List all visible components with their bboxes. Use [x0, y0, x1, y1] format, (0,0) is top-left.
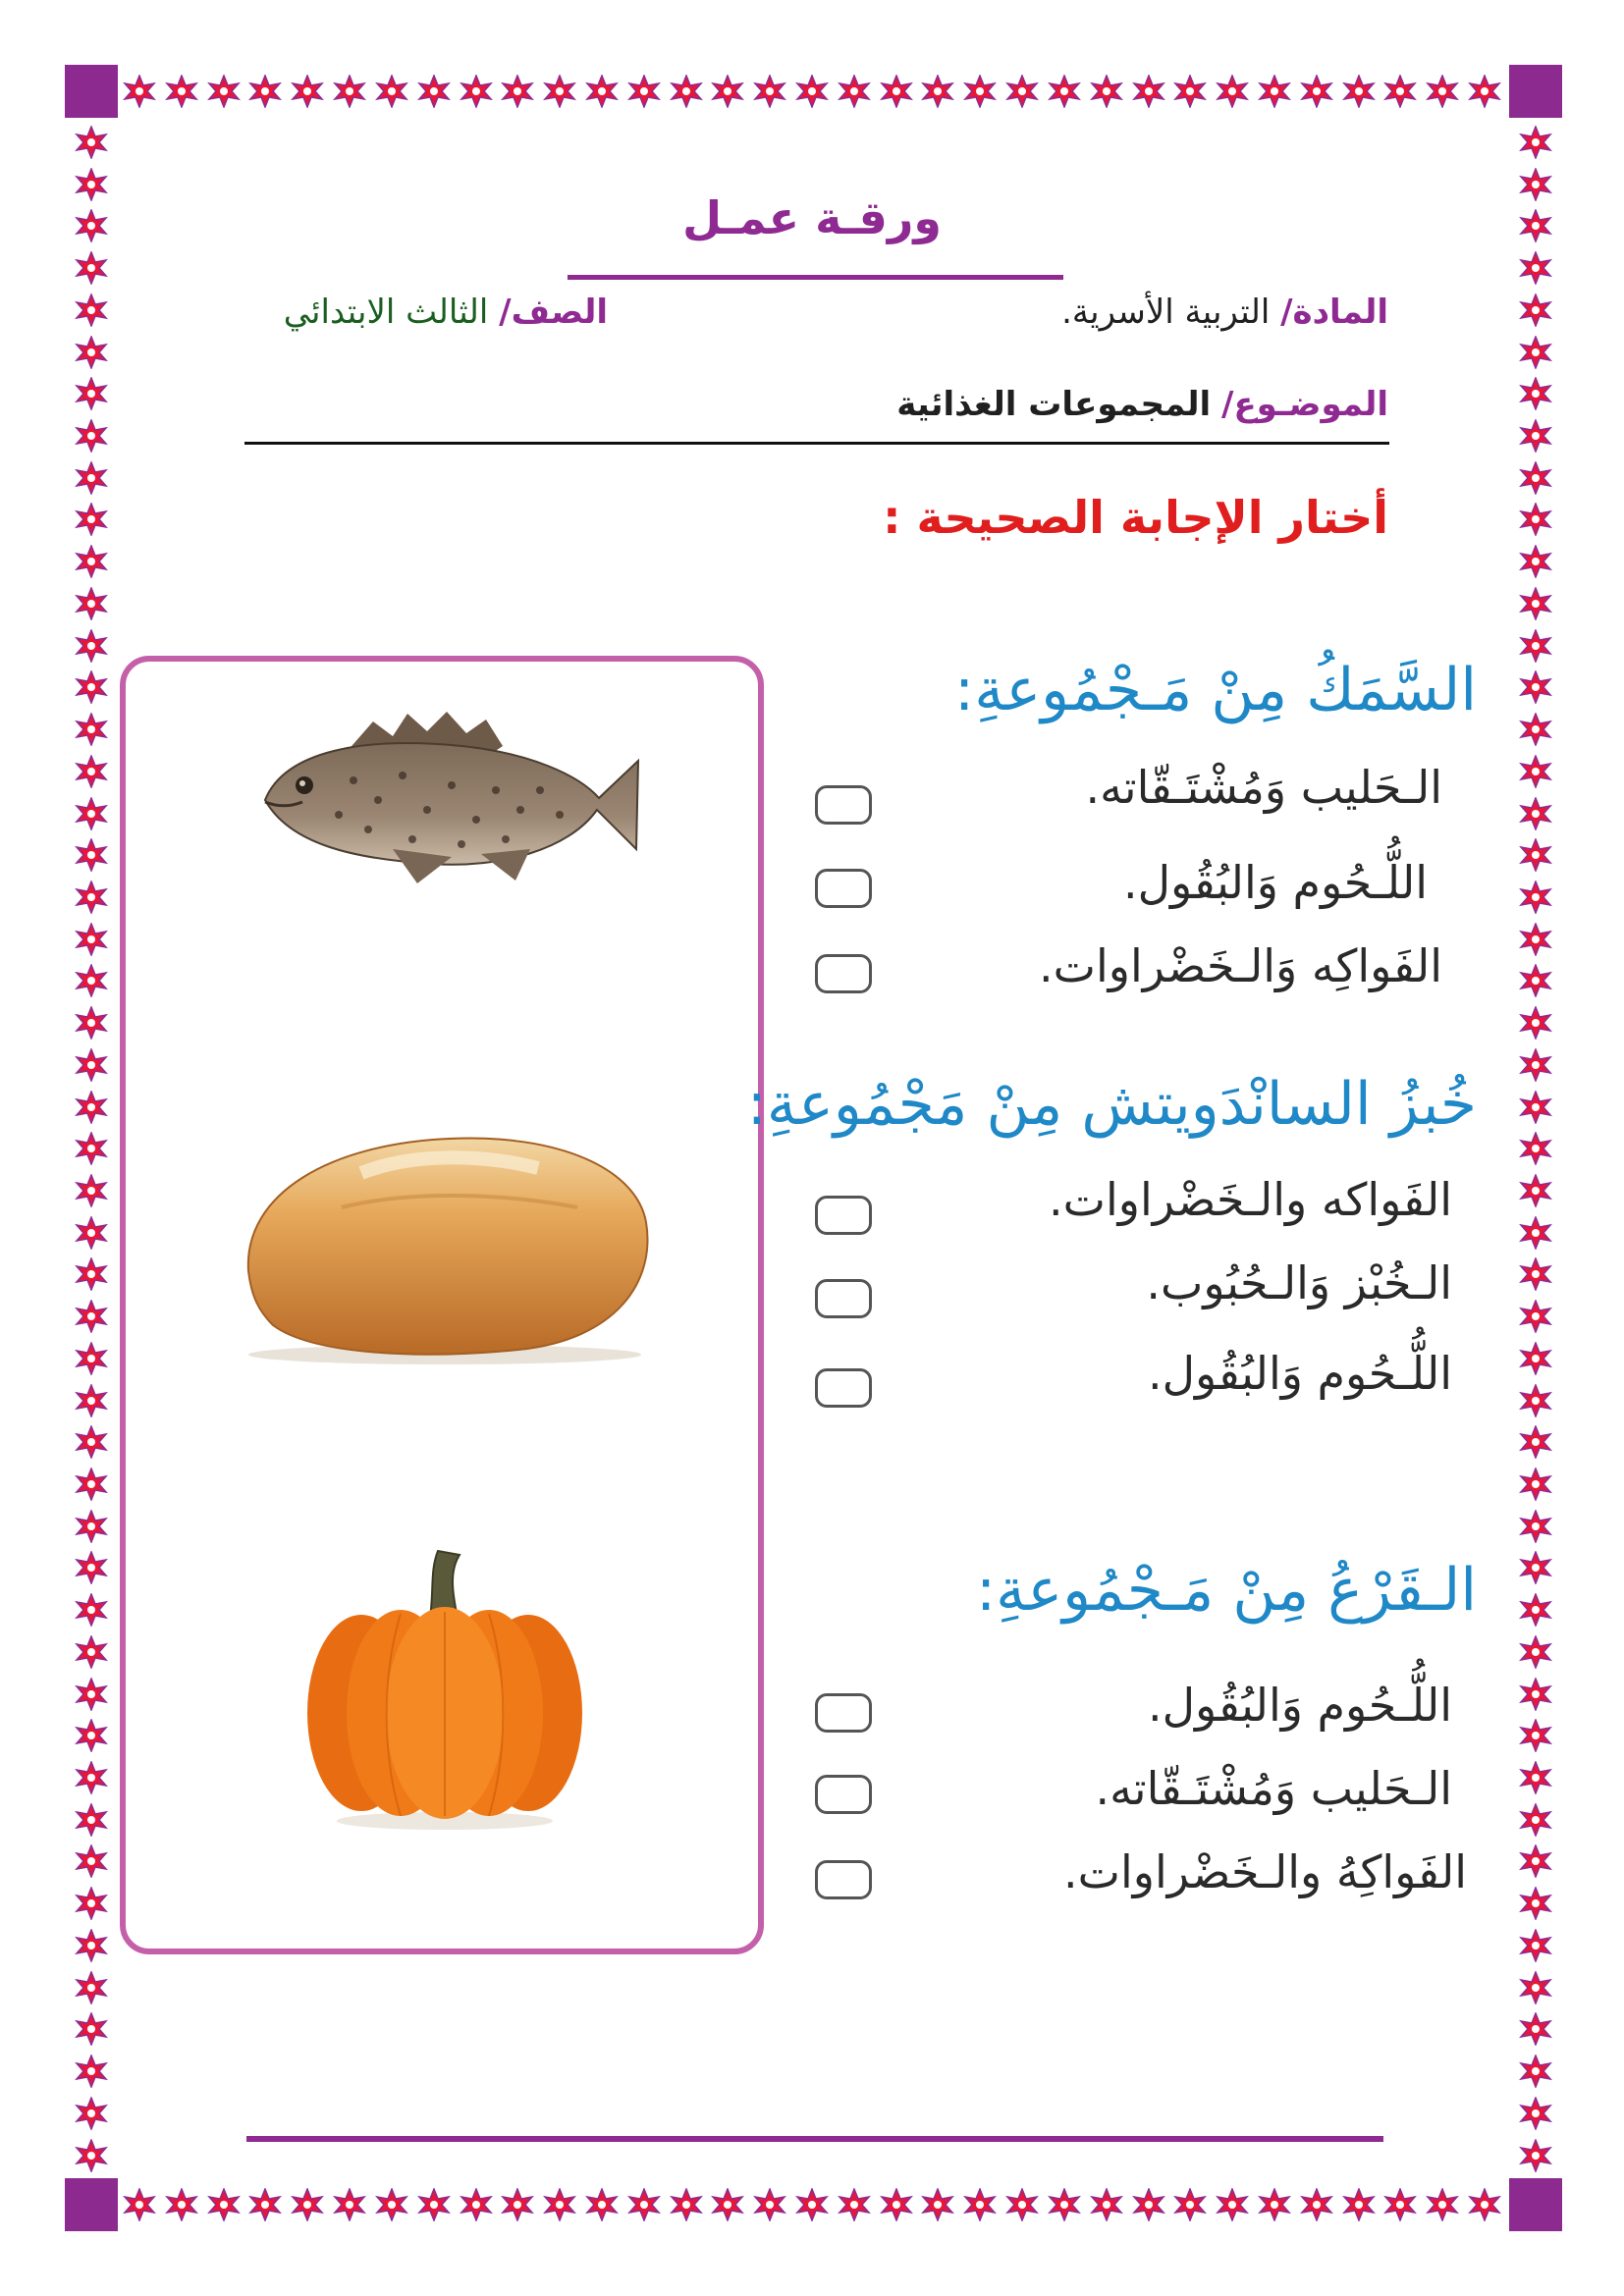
star-icon — [417, 75, 451, 108]
star-icon — [375, 75, 408, 108]
star-border-right — [1519, 126, 1552, 2172]
star-icon — [75, 126, 108, 159]
question-2-option-2-checkbox[interactable] — [815, 1279, 872, 1318]
question-1-option-1: الـحَليب وَمُشْتَـقّاته. — [1085, 761, 1442, 814]
subject-label: المادة/ — [1280, 293, 1388, 332]
star-icon — [1519, 2055, 1552, 2088]
question-1-option-3: الفَواكِه وَالـخَضْراوات. — [1039, 939, 1442, 992]
star-icon — [670, 75, 703, 108]
star-icon — [333, 75, 366, 108]
bread-image — [224, 1114, 666, 1369]
star-icon — [75, 629, 108, 663]
grade-line — [284, 293, 608, 332]
subject-value: التربية الأسرية. — [1061, 293, 1271, 332]
star-border-left — [75, 126, 108, 2172]
star-icon — [1519, 1887, 1552, 1920]
star-icon — [1005, 75, 1039, 108]
question-1-option-2: اللُّـحُوم وَالبُقُول. — [1122, 856, 1428, 909]
star-icon — [1519, 1342, 1552, 1375]
star-icon — [75, 1132, 108, 1165]
star-icon — [165, 2188, 198, 2221]
star-icon — [1519, 1971, 1552, 2004]
star-icon — [1426, 75, 1459, 108]
star-icon — [1300, 2188, 1333, 2221]
star-icon — [75, 1091, 108, 1124]
star-icon — [75, 2139, 108, 2172]
star-icon — [75, 251, 108, 285]
star-icon — [1519, 1468, 1552, 1501]
star-icon — [1426, 2188, 1459, 2221]
question-3-option-2: الـحَليب وَمُشْتَـقّاته. — [1095, 1762, 1452, 1815]
star-icon — [1519, 2012, 1552, 2046]
star-icon — [75, 1384, 108, 1417]
question-1-prompt: السَّمَكُ مِنْ مَـجْمُوعةِ: — [953, 656, 1477, 724]
star-icon — [1519, 1174, 1552, 1207]
star-icon — [75, 587, 108, 620]
star-icon — [248, 2188, 282, 2221]
star-icon — [1383, 75, 1417, 108]
star-icon — [1519, 713, 1552, 746]
star-icon — [75, 1216, 108, 1250]
star-icon — [795, 75, 829, 108]
topic-value: المجموعات الغذائية — [896, 385, 1212, 424]
worksheet-title: ورقـة عمـل — [682, 191, 942, 244]
star-icon — [1519, 1384, 1552, 1417]
star-icon — [417, 2188, 451, 2221]
star-icon — [75, 1593, 108, 1627]
star-icon — [460, 75, 493, 108]
star-icon — [291, 75, 324, 108]
star-icon — [1519, 1844, 1552, 1878]
star-icon — [75, 1929, 108, 1962]
star-icon — [880, 75, 913, 108]
star-icon — [880, 2188, 913, 2221]
question-3-option-1-checkbox[interactable] — [815, 1693, 872, 1733]
star-icon — [1519, 1510, 1552, 1543]
star-icon — [1216, 2188, 1249, 2221]
star-icon — [123, 2188, 156, 2221]
star-icon — [1519, 545, 1552, 578]
star-icon — [248, 75, 282, 108]
star-icon — [1005, 2188, 1039, 2221]
star-icon — [1519, 1593, 1552, 1627]
star-icon — [75, 1257, 108, 1291]
star-icon — [1468, 2188, 1501, 2221]
star-icon — [1048, 2188, 1081, 2221]
star-icon — [753, 2188, 786, 2221]
star-icon — [333, 2188, 366, 2221]
star-icon — [1342, 2188, 1376, 2221]
star-icon — [75, 1761, 108, 1794]
star-icon — [1519, 377, 1552, 410]
border-corner-top-left — [65, 65, 118, 118]
question-2-prompt: خُبزُ السانْدَويتش مِنْ مَجْمُوعةِ: — [746, 1070, 1477, 1139]
star-icon — [1300, 75, 1333, 108]
question-1-option-3-checkbox[interactable] — [815, 954, 872, 993]
star-icon — [1519, 2097, 1552, 2130]
star-icon — [75, 1300, 108, 1333]
star-icon — [1090, 2188, 1123, 2221]
star-icon — [501, 2188, 534, 2221]
star-icon — [75, 1510, 108, 1543]
star-icon — [1519, 755, 1552, 788]
star-icon — [963, 2188, 997, 2221]
star-icon — [75, 2055, 108, 2088]
star-icon — [838, 2188, 871, 2221]
star-icon — [75, 1174, 108, 1207]
star-icon — [1519, 1761, 1552, 1794]
border-corner-bottom-right — [1509, 2178, 1562, 2231]
star-icon — [1519, 1803, 1552, 1837]
star-icon — [585, 75, 619, 108]
star-icon — [1132, 2188, 1165, 2221]
star-icon — [1090, 75, 1123, 108]
question-2-option-3-checkbox[interactable] — [815, 1368, 872, 1408]
grade-label: الصف/ — [499, 293, 608, 332]
star-icon — [75, 545, 108, 578]
instruction-text: أختار الإجابة الصحيحة : — [883, 491, 1388, 544]
star-icon — [75, 1635, 108, 1669]
star-icon — [1519, 1635, 1552, 1669]
star-icon — [75, 503, 108, 536]
grade-value: الثالث الابتدائي — [283, 293, 489, 332]
star-icon — [1519, 419, 1552, 453]
star-icon — [1468, 75, 1501, 108]
star-icon — [75, 964, 108, 997]
star-icon — [75, 1048, 108, 1082]
star-icon — [963, 75, 997, 108]
star-icon — [1519, 1300, 1552, 1333]
question-1-option-2-checkbox[interactable] — [815, 869, 872, 908]
topic-underline — [244, 442, 1389, 445]
star-icon — [460, 2188, 493, 2221]
star-icon — [1519, 336, 1552, 369]
star-icon — [75, 1803, 108, 1837]
star-icon — [1519, 1006, 1552, 1040]
star-icon — [1519, 1929, 1552, 1962]
star-icon — [75, 336, 108, 369]
question-2-option-3: اللُّـحُوم وَالبُقُول. — [1147, 1347, 1452, 1400]
star-icon — [75, 838, 108, 872]
title-underline — [568, 275, 1063, 280]
star-icon — [75, 881, 108, 914]
star-icon — [1519, 503, 1552, 536]
star-icon — [627, 2188, 661, 2221]
star-icon — [543, 75, 576, 108]
star-icon — [1342, 75, 1376, 108]
star-icon — [75, 1887, 108, 1920]
footer-rule — [246, 2136, 1383, 2142]
star-icon — [585, 2188, 619, 2221]
star-icon — [291, 2188, 324, 2221]
question-1-option-1-checkbox[interactable] — [815, 785, 872, 825]
star-icon — [1519, 964, 1552, 997]
fish-image — [245, 692, 648, 888]
star-icon — [165, 75, 198, 108]
star-icon — [1519, 670, 1552, 704]
topic-line — [896, 385, 1388, 424]
question-3-option-2-checkbox[interactable] — [815, 1775, 872, 1814]
star-icon — [123, 75, 156, 108]
question-3-option-3-checkbox[interactable] — [815, 1860, 872, 1899]
star-icon — [1519, 881, 1552, 914]
star-icon — [75, 1719, 108, 1752]
star-icon — [1216, 75, 1249, 108]
star-icon — [75, 1678, 108, 1711]
star-border-top — [123, 75, 1501, 108]
star-icon — [1519, 1048, 1552, 1082]
star-icon — [375, 2188, 408, 2221]
question-2-option-2: الـخُبْز وَالـحُبُوب. — [1146, 1256, 1452, 1309]
star-icon — [1258, 2188, 1291, 2221]
star-icon — [207, 75, 241, 108]
star-icon — [75, 1844, 108, 1878]
star-icon — [1519, 923, 1552, 956]
star-icon — [627, 75, 661, 108]
star-icon — [75, 713, 108, 746]
star-icon — [1519, 629, 1552, 663]
star-icon — [75, 419, 108, 453]
star-icon — [1519, 461, 1552, 495]
subject-line — [1061, 293, 1388, 332]
star-icon — [75, 797, 108, 830]
star-icon — [75, 1425, 108, 1459]
star-icon — [75, 755, 108, 788]
star-icon — [711, 75, 744, 108]
topic-label: الموضـوع/ — [1221, 385, 1388, 424]
star-icon — [1519, 797, 1552, 830]
star-icon — [1519, 838, 1552, 872]
star-icon — [207, 2188, 241, 2221]
star-icon — [501, 75, 534, 108]
star-border-bottom — [123, 2188, 1501, 2221]
border-corner-bottom-left — [65, 2178, 118, 2231]
star-icon — [75, 461, 108, 495]
border-corner-top-right — [1509, 65, 1562, 118]
star-icon — [75, 1971, 108, 2004]
star-icon — [1383, 2188, 1417, 2221]
star-icon — [753, 75, 786, 108]
question-3-option-3: الفَواكِهُ والـخَضْراوات. — [1063, 1845, 1467, 1898]
star-icon — [75, 1342, 108, 1375]
star-icon — [75, 2097, 108, 2130]
star-icon — [75, 294, 108, 327]
star-icon — [838, 75, 871, 108]
star-icon — [1132, 75, 1165, 108]
star-icon — [1519, 251, 1552, 285]
star-icon — [795, 2188, 829, 2221]
star-icon — [1519, 1678, 1552, 1711]
star-icon — [1519, 294, 1552, 327]
star-icon — [75, 1468, 108, 1501]
star-icon — [1519, 587, 1552, 620]
question-3-option-1: اللُّـحُوم وَالبُقُول. — [1147, 1679, 1452, 1732]
star-icon — [1173, 2188, 1207, 2221]
star-icon — [75, 923, 108, 956]
star-icon — [75, 377, 108, 410]
star-icon — [1519, 1425, 1552, 1459]
pumpkin-image — [302, 1541, 587, 1836]
star-icon — [1519, 1551, 1552, 1584]
star-icon — [1173, 75, 1207, 108]
star-icon — [1519, 1216, 1552, 1250]
star-icon — [1048, 75, 1081, 108]
star-icon — [1519, 1091, 1552, 1124]
question-3-prompt: الـقَرْعُ مِنْ مَـجْمُوعةِ: — [975, 1556, 1477, 1625]
star-icon — [75, 2012, 108, 2046]
star-icon — [670, 2188, 703, 2221]
star-icon — [75, 1006, 108, 1040]
star-icon — [1519, 1132, 1552, 1165]
star-icon — [75, 1551, 108, 1584]
star-icon — [711, 2188, 744, 2221]
question-2-option-1-checkbox[interactable] — [815, 1196, 872, 1235]
star-icon — [543, 2188, 576, 2221]
star-icon — [1258, 75, 1291, 108]
star-icon — [1519, 2139, 1552, 2172]
star-icon — [921, 2188, 954, 2221]
star-icon — [1519, 126, 1552, 159]
star-icon — [1519, 1719, 1552, 1752]
star-icon — [1519, 1257, 1552, 1291]
star-icon — [921, 75, 954, 108]
star-icon — [75, 670, 108, 704]
question-2-option-1: الفَواكه والـخَضْراوات. — [1049, 1173, 1452, 1226]
